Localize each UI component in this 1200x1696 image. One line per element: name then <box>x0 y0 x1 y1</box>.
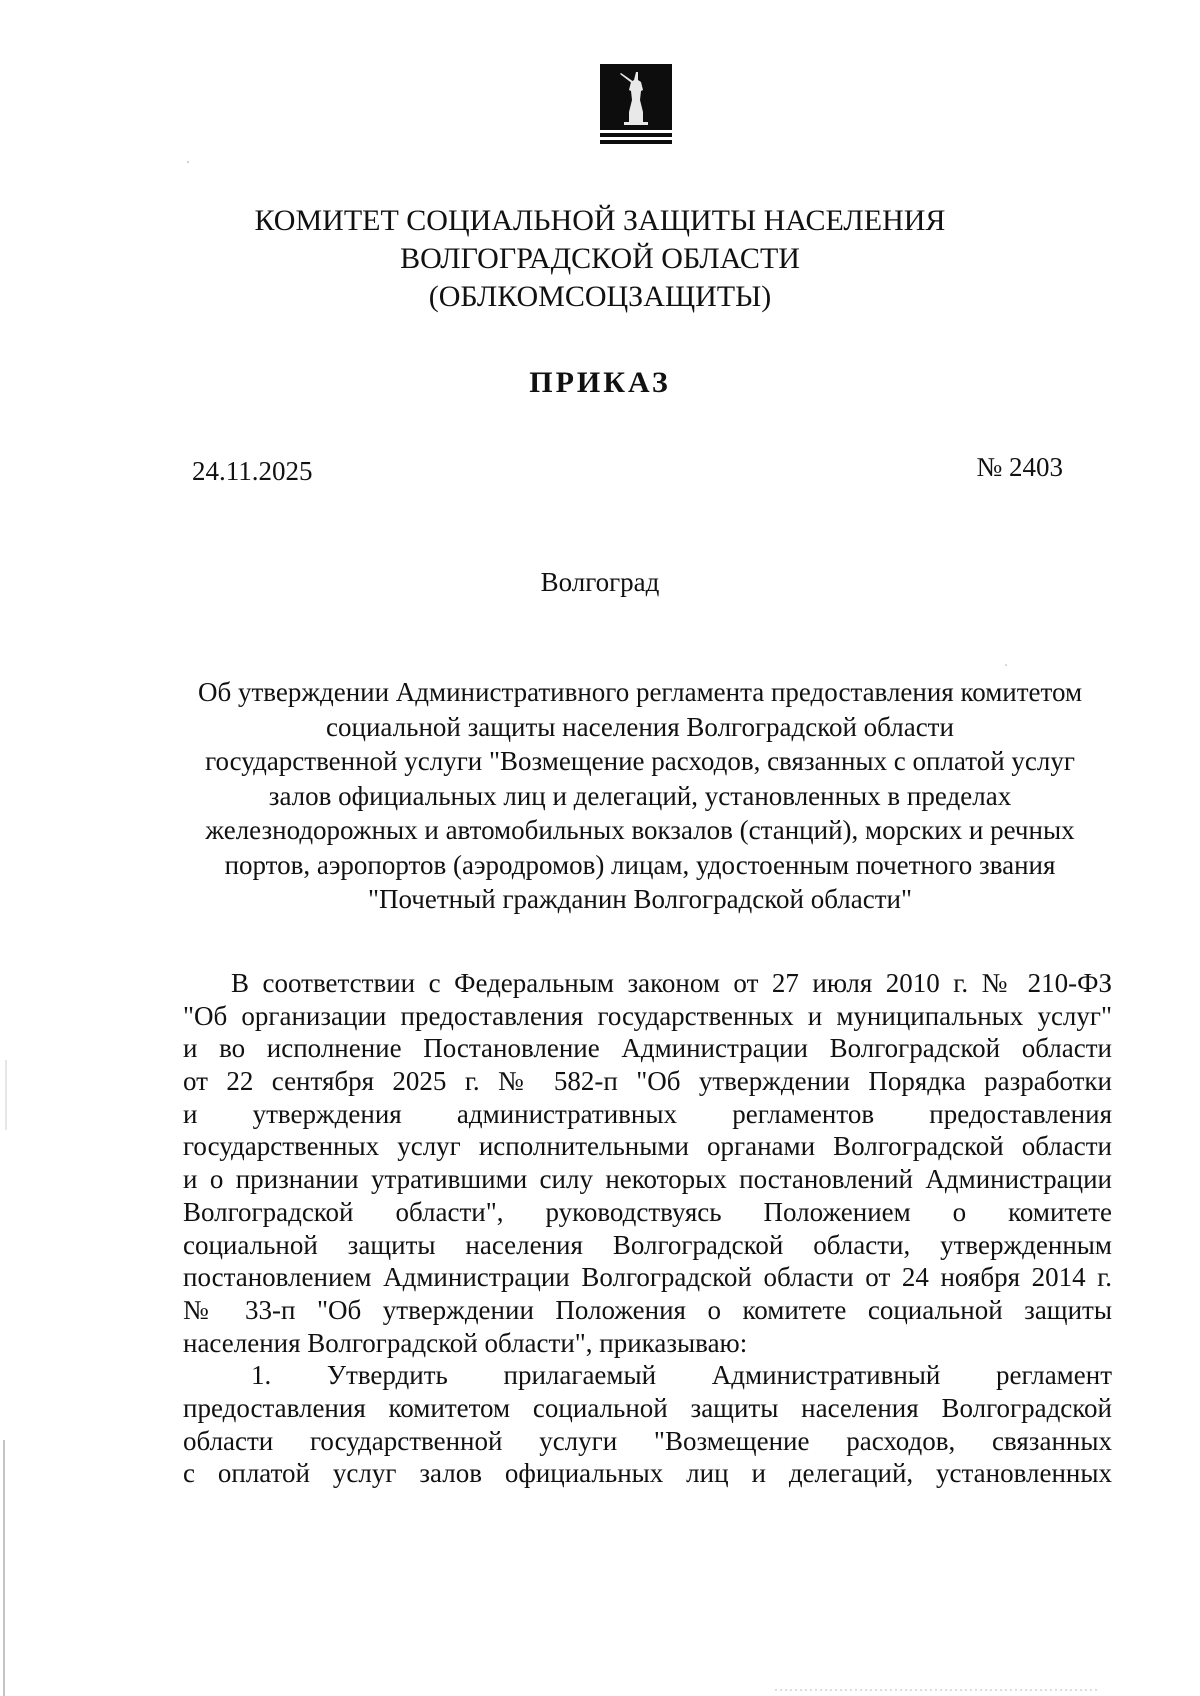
body-line: с оплатой услуг залов официальных лиц и делегаций, установленных <box>183 1458 1112 1489</box>
subject-line: портов, аэропортов (аэродромов) лицам, удостоенным почетного звания <box>224 849 1056 880</box>
subject-line: социальной защиты населения Волгоградской области <box>326 711 954 742</box>
document-date: 24.11.2025 <box>192 456 313 486</box>
coat-of-arms-emblem <box>600 64 672 146</box>
org-line: (ОБЛКОМСОЦЗАЩИТЫ) <box>428 280 772 313</box>
body-line: постановлением Администрации Волгоградской области от 24 ноября 2014 г. <box>183 1262 1112 1293</box>
body-line: Волгоградской области", руководствуясь Положением о комитете <box>183 1196 1112 1227</box>
body-line: 1. Утвердить прилагаемый Административный регламент <box>251 1360 1112 1391</box>
body-line: № 33-п "Об утверждении Положения о комитете социальной защиты <box>183 1294 1112 1325</box>
org-line: ВОЛГОГРАДСКОЙ ОБЛАСТИ <box>400 242 800 275</box>
org-line: КОМИТЕТ СОЦИАЛЬНОЙ ЗАЩИТЫ НАСЕЛЕНИЯ <box>254 204 946 237</box>
body-line: и во исполнение Постановление Администрации Волгоградской области <box>183 1033 1112 1064</box>
organization-name <box>0 202 1200 316</box>
body-line: В соответствии с Федеральным законом от 27 июля 2010 г. № 210-ФЗ <box>231 968 1112 998</box>
body-line: "Об организации предоставления государственных и муниципальных услуг" <box>183 1000 1112 1031</box>
subject-line: Об утверждении Административного регламента предоставления комитетом <box>197 677 1083 707</box>
subject-line: "Почетный гражданин Волгоградской области" <box>367 884 913 914</box>
body-line: населения Волгоградской области", приказываю: <box>183 1327 748 1358</box>
body-line: области государственной услуги "Возмещение расходов, связанных <box>183 1425 1112 1456</box>
document-body <box>183 967 1112 1490</box>
body-line: от 22 сентября 2025 г. № 582-п "Об утверждении Порядка разработки <box>183 1066 1112 1097</box>
body-line: государственных услуг исполнительными органами Волгоградской области <box>183 1131 1112 1162</box>
document-city: Волгоград <box>540 567 660 597</box>
subject-line: залов официальных лиц и делегаций, установленных в пределах <box>268 780 1012 811</box>
subject-line: государственной услуги "Возмещение расходов, связанных с оплатой услуг <box>205 746 1075 776</box>
document-title: ПРИКАЗ <box>529 366 671 399</box>
subject-line: железнодорожных и автомобильных вокзалов (станций), морских и речных <box>205 815 1075 845</box>
body-line: и о признании утратившими силу некоторых постановлений Администрации <box>183 1164 1112 1195</box>
body-line: и утверждения административных регламентов предоставления <box>183 1098 1112 1129</box>
body-line: предоставления комитетом социальной защиты населения Волгоградской <box>183 1392 1112 1423</box>
document-subject <box>170 675 1110 917</box>
body-line: социальной защиты населения Волгоградской области, утвержденным <box>183 1229 1112 1260</box>
document-number: № 2403 <box>976 452 1063 482</box>
